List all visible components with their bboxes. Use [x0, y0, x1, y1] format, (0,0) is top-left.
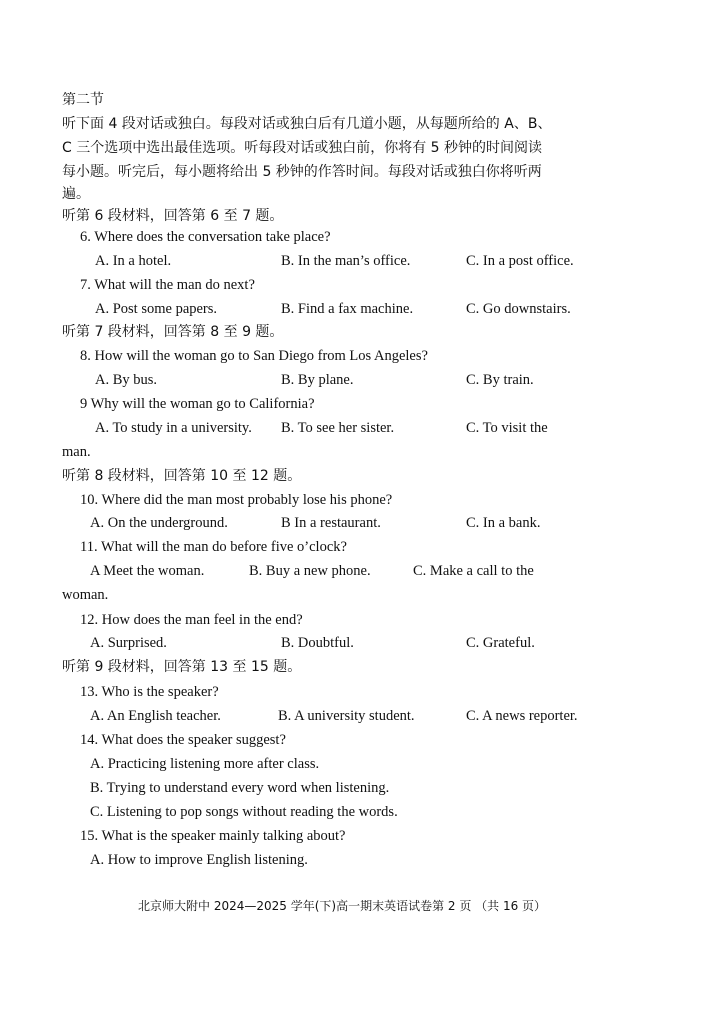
option-c: C. A news reporter. [466, 708, 578, 724]
instructions-line: 听下面 4 段对话或独白。每段对话或独白后有几道小题，从每题所给的 A、B、 [62, 116, 552, 132]
option-a: A. By bus. [95, 372, 158, 388]
question-13: 13. Who is the speaker? [80, 684, 219, 700]
option-b: B. Buy a new phone. [249, 563, 371, 579]
option-a: A. To study in a university. [95, 420, 252, 436]
material-heading: 听第 6 段材料，回答第 6 至 7 题。 [62, 208, 284, 224]
option-a: A. Surprised. [90, 635, 167, 651]
question-10: 10. Where did the man most probably lose his phone? [80, 492, 393, 508]
question-11: 11. What will the man do before five o’clock? [80, 539, 347, 555]
option-c-continued: woman. [62, 587, 109, 603]
option-a: A Meet the woman. [90, 563, 205, 579]
option-c: C. In a bank. [466, 515, 541, 531]
question-8: 8. How will the woman go to San Diego from Los Angeles? [80, 348, 428, 364]
question-6: 6. Where does the conversation take place? [80, 229, 331, 245]
option-b: B. Trying to understand every word when listening. [90, 780, 390, 796]
page-footer: 北京师大附中 2024—2025 学年(下)高一期末英语试卷第 2 页 （共 16 页） [138, 899, 547, 913]
option-c: C. By train. [466, 372, 534, 388]
instructions-line: 遍。 [62, 186, 90, 202]
instructions-line: 每小题。听完后，每小题将给出 5 秒钟的作答时间。每段对话或独白你将听两 [62, 164, 542, 180]
option-c: C. Grateful. [466, 635, 535, 651]
option-a: A. Practicing listening more after class. [90, 756, 320, 772]
option-c: C. To visit the [466, 420, 548, 436]
instructions-line: C 三个选项中选出最佳选项。听每段对话或独白前，你将有 5 秒钟的时间阅读 [62, 140, 543, 156]
material-heading: 听第 8 段材料，回答第 10 至 12 题。 [62, 468, 302, 484]
section-title: 第二节 [62, 92, 104, 108]
option-a: A. An English teacher. [90, 708, 221, 724]
question-9: 9 Why will the woman go to California? [80, 396, 315, 412]
question-12: 12. How does the man feel in the end? [80, 612, 303, 628]
option-a: A. Post some papers. [95, 301, 218, 317]
option-a: A. How to improve English listening. [90, 852, 308, 868]
option-c: C. In a post office. [466, 253, 574, 269]
option-c: C. Go downstairs. [466, 301, 571, 317]
option-b: B. By plane. [281, 372, 354, 388]
question-14: 14. What does the speaker suggest? [80, 732, 286, 748]
option-b: B. A university student. [278, 708, 415, 724]
material-heading: 听第 9 段材料，回答第 13 至 15 题。 [62, 659, 302, 675]
question-15: 15. What is the speaker mainly talking about? [80, 828, 346, 844]
option-a: A. On the underground. [90, 515, 228, 531]
question-7: 7. What will the man do next? [80, 277, 255, 293]
option-a: A. In a hotel. [95, 253, 172, 269]
option-c-continued: man. [62, 444, 91, 460]
option-b: B. Doubtful. [281, 635, 354, 651]
option-b: B. Find a fax machine. [281, 301, 414, 317]
option-b: B In a restaurant. [281, 515, 381, 531]
option-b: B. To see her sister. [281, 420, 395, 436]
material-heading: 听第 7 段材料，回答第 8 至 9 题。 [62, 324, 284, 340]
option-c: C. Make a call to the [413, 563, 534, 579]
option-b: B. In the man’s office. [281, 253, 411, 269]
option-c: C. Listening to pop songs without reading the words. [90, 804, 398, 820]
